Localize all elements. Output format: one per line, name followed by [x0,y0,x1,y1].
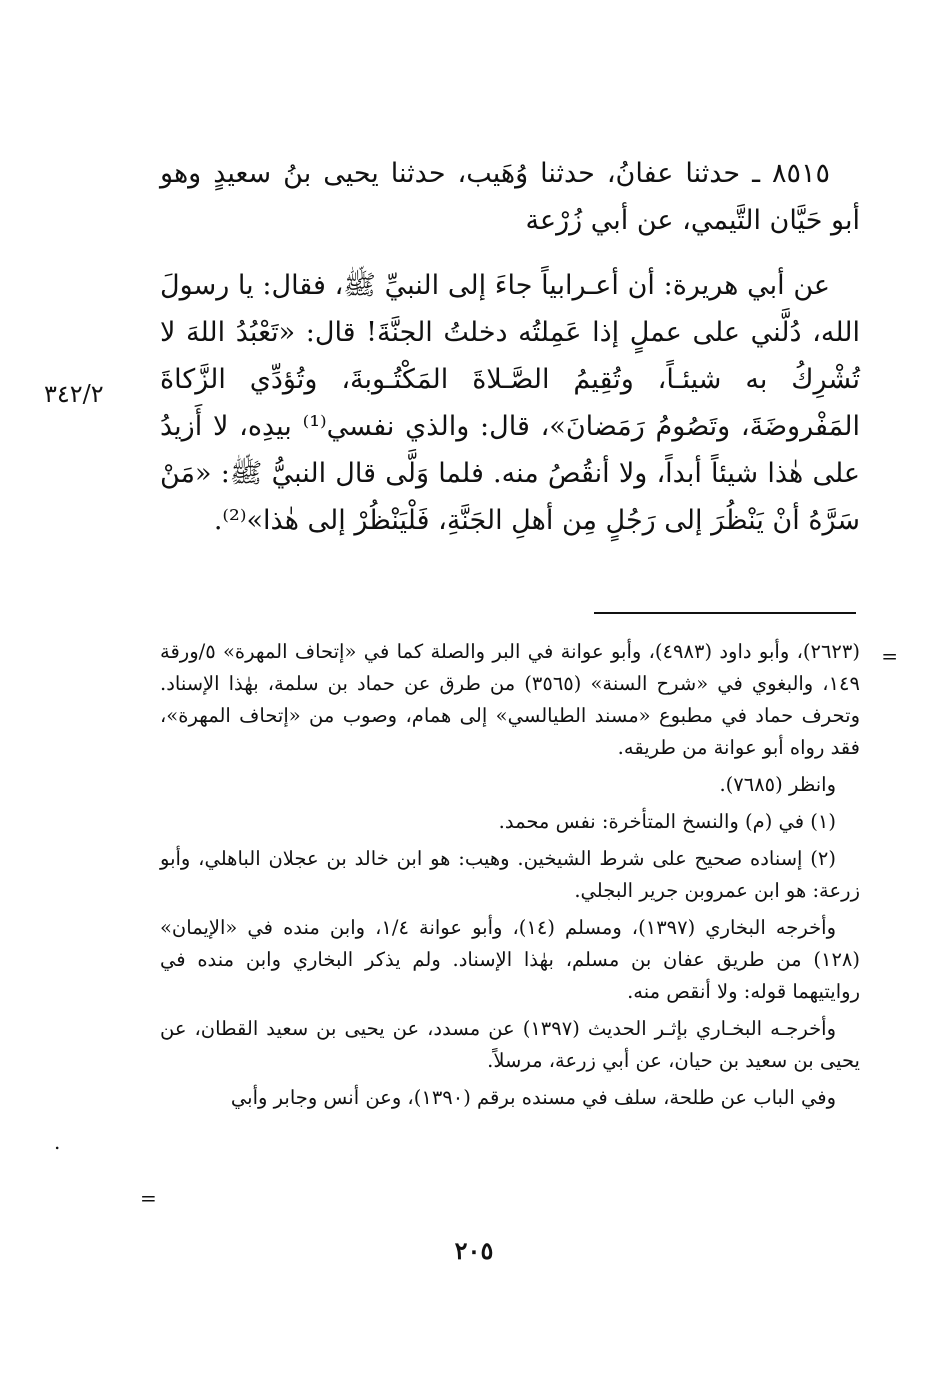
footnote-2-mursal: وأخرجـه البخـاري بإثـر الحديث (١٣٩٧) عن مسدد، عن يحيى بن سعيد القطان، عن يحيى بن سعيد بن حيان، عن أبي زرعة، مرسلاً. [160,1017,860,1072]
continuation-mark-top: = [881,644,898,668]
footnote-see-also: وانظر (٧٦٨٥). [719,773,836,796]
footnote-continued: (٢٦٢٣)، وأبو داود (٤٩٨٣)، وأبو عوانة في البر والصلة كما في «إتحاف المهرة» ٥/ورقة ١٤٩، والبغوي في «شرح السنة» (٣٥٦٥) من طرق عن حماد بن سلمة، بهٰذا الإسناد. وتحرف حماد في مطبوع «مسند الطيالسي» إلى همام، وصوب من «إتحاف المهرة»، فقد رواه أبو عوانة من طريقه. [160,640,860,759]
margin-dot: . [54,1130,61,1154]
hadith-matn: عن أبي هريرة: أن أعـرابياً جاءَ إلى النبيِّ ﷺ، فقال: يا رسولَ الله، دُلَّني على عملٍ إذا عَمِلتُه دخلتُ الجنَّةَ! قال: «تَعْبُدُ اللهَ لا تُشْرِكُ به شيئـاً، وتُقِيمُ الصَّـلاةَ المَكْتُـوبةَ، وتُؤدِّي الزَّكاةَ المَفْروضَةَ، وتَصُومُ رَمَضانَ»، قال: والذي نفسي⁽¹⁾ بيدِه، لا أَزيدُ على هٰذا شيئاً أبداً، ولا أنقُصُ منه. فلما وَلَّى قال النبيُّ ﷺ: «مَنْ سَرَّهُ أنْ يَنْظُرَ إلى رَجُلٍ مِن أهلِ الجَنَّةِ، فَلْيَنْظُرْ إلى هٰذا»⁽²⁾. [160,270,860,536]
hadith-text [160,150,860,544]
footnotes [160,636,860,1119]
footnote-separator [594,612,856,614]
footnote-2-bab: وفي الباب عن طلحة، سلف في مسنده برقم (١٣٩٠)، وعن أنس وجابر وأبي [230,1086,836,1109]
footnote-1: (١) في (م) والنسخ المتأخرة: نفس محمد. [498,810,836,833]
continuation-mark-bottom: = [140,1186,157,1210]
footnote-2-takhrij: وأخرجه البخاري (١٣٩٧)، ومسلم (١٤)، وأبو عوانة ١/٤، وابن منده في «الإيمان» (١٢٨) من طريق عفان بن مسلم، بهٰذا الإسناد. ولم يذكر البخاري وابن منده في روايتيهما قوله: ولا أنقص منه. [160,916,860,1003]
margin-reference: ٣٤٢/٢ [44,380,104,408]
footnote-2: (٢) إسناده صحيح على شرط الشيخين. وهيب: هو ابن خالد بن عجلان الباهلي، وأبو زرعة: هو ابن عمروبن جرير البجلي. [160,847,860,902]
hadith-isnad: ٨٥١٥ ـ حدثنا عفانُ، حدثنا وُهَيب، حدثنا يحيى بنُ سعيدٍ وهو أبو حَيَّان التَّيمي، عن أبي زُرْعة [160,158,860,236]
page-number: ٢٠٥ [454,1236,494,1265]
